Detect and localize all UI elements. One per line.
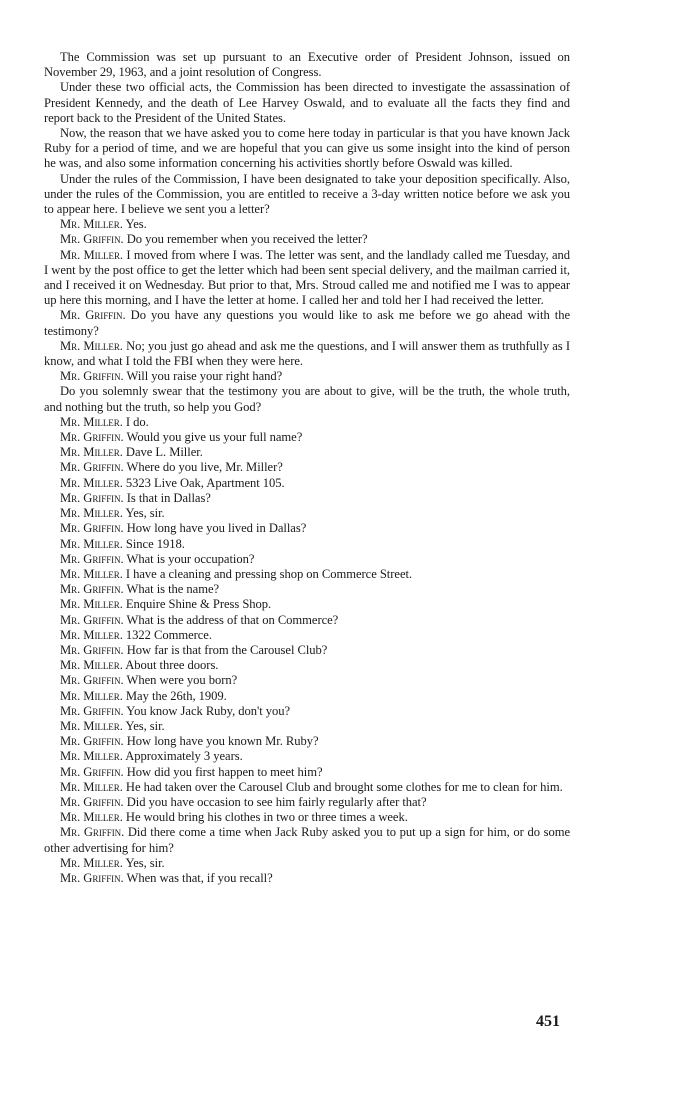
paragraph-text: I have a cleaning and pressing shop on Commerce Street. <box>125 566 413 581</box>
paragraph-text: He had taken over the Carousel Club and brought some clothes for me to clean for him. <box>125 779 563 794</box>
body-paragraph <box>44 384 570 414</box>
paragraph-text: Did you have occasion to see him fairly regularly after that? <box>126 794 427 809</box>
paragraph-text: Under the rules of the Commission, I have been designated to take your deposition specifically. Also, under the rules of the Commission, you are entitled to receive a 3-day written notice before we ask you to appear here. I believe we sent you a letter? <box>44 171 570 217</box>
testimony-line <box>44 415 570 430</box>
paragraph-text: How long have you lived in Dallas? <box>126 521 307 536</box>
speaker-name: Mr. Miller. <box>60 779 123 794</box>
speaker-name: Mr. Griffin. <box>60 430 124 445</box>
paragraph-text: May the 26th, 1909. <box>125 688 227 703</box>
body-paragraph <box>44 50 570 80</box>
testimony-line <box>44 643 570 658</box>
paragraph-text: Do you solemnly swear that the testimony you are about to give, will be the truth, the whole truth, and nothing but the truth, so help you God? <box>44 384 570 414</box>
speaker-name: Mr. Griffin. <box>60 460 124 475</box>
testimony-line <box>44 460 570 475</box>
testimony-line <box>44 537 570 552</box>
speaker-name: Mr. Griffin. <box>60 369 124 384</box>
testimony-line <box>44 719 570 734</box>
testimony-line <box>44 217 570 232</box>
speaker-name: Mr. Miller. <box>60 658 123 673</box>
speaker-name: Mr. Miller. <box>60 475 123 490</box>
testimony-line <box>44 810 570 825</box>
testimony-line <box>44 704 570 719</box>
paragraph-text: Will you raise your right hand? <box>126 369 283 384</box>
testimony-line <box>44 248 570 309</box>
paragraph-text: Is that in Dallas? <box>126 490 211 505</box>
speaker-name: Mr. Griffin. <box>60 521 124 536</box>
page-body <box>44 50 570 886</box>
speaker-name: Mr. Miller. <box>60 247 124 262</box>
paragraph-text: Yes, sir. <box>125 718 165 733</box>
speaker-name: Mr. Griffin. <box>60 825 125 840</box>
speaker-name: Mr. Griffin. <box>60 673 124 688</box>
testimony-line <box>44 734 570 749</box>
paragraph-text: Since 1918. <box>125 536 185 551</box>
speaker-name: Mr. Griffin. <box>60 308 126 323</box>
paragraph-text: 5323 Live Oak, Apartment 105. <box>125 475 285 490</box>
body-paragraph <box>44 172 570 218</box>
paragraph-text: Enquire Shine & Press Shop. <box>125 597 272 612</box>
speaker-name: Mr. Griffin. <box>60 870 124 885</box>
testimony-line <box>44 369 570 384</box>
body-paragraph <box>44 126 570 172</box>
testimony-line <box>44 871 570 886</box>
testimony-line <box>44 308 570 338</box>
paragraph-text: How far is that from the Carousel Club? <box>126 642 328 657</box>
paragraph-text: When were you born? <box>126 673 238 688</box>
testimony-line <box>44 567 570 582</box>
speaker-name: Mr. Miller. <box>60 536 123 551</box>
paragraph-text: What is the name? <box>126 582 220 597</box>
speaker-name: Mr. Griffin. <box>60 232 124 247</box>
speaker-name: Mr. Miller. <box>60 566 123 581</box>
testimony-line <box>44 658 570 673</box>
speaker-name: Mr. Griffin. <box>60 794 124 809</box>
testimony-line <box>44 445 570 460</box>
speaker-name: Mr. Miller. <box>60 718 123 733</box>
speaker-name: Mr. Miller. <box>60 597 123 612</box>
paragraph-text: Yes, sir. <box>125 855 165 870</box>
paragraph-text: About three doors. <box>125 658 219 673</box>
paragraph-text: What is the address of that on Commerce? <box>126 612 339 627</box>
paragraph-text: He would bring his clothes in two or three times a week. <box>125 810 408 825</box>
speaker-name: Mr. Miller. <box>60 217 123 232</box>
paragraph-text: Did there come a time when Jack Ruby asked you to put up a sign for him, or do some other advertising for him? <box>44 825 570 855</box>
paragraph-text: How long have you known Mr. Ruby? <box>126 734 319 749</box>
speaker-name: Mr. Miller. <box>60 445 123 460</box>
paragraph-text: Do you remember when you received the letter? <box>126 232 368 247</box>
speaker-name: Mr. Miller. <box>60 506 123 521</box>
testimony-line <box>44 825 570 855</box>
testimony-line <box>44 856 570 871</box>
paragraph-text: What is your occupation? <box>126 551 255 566</box>
paragraph-text: Under these two official acts, the Commission has been directed to investigate the assassination of President Kennedy, and the death of Lee Harvey Oswald, and to evaluate all the facts they find and report back to the President of the United States. <box>44 80 570 125</box>
speaker-name: Mr. Miller. <box>60 627 123 642</box>
testimony-line <box>44 780 570 795</box>
body-paragraph <box>44 80 570 126</box>
paragraph-text: No; you just go ahead and ask me the questions, and I will answer them as truthfully as I know, and what I told the FBI when they were here. <box>44 338 570 369</box>
testimony-line <box>44 582 570 597</box>
speaker-name: Mr. Griffin. <box>60 582 124 597</box>
paragraph-text: 1322 Commerce. <box>125 627 212 642</box>
speaker-name: Mr. Griffin. <box>60 551 124 566</box>
speaker-name: Mr. Miller. <box>60 414 123 429</box>
paragraph-text: Approximately 3 years. <box>125 749 243 764</box>
testimony-line <box>44 795 570 810</box>
testimony-line <box>44 339 570 369</box>
paragraph-text: Now, the reason that we have asked you to come here today in particular is that you have known Jack Ruby for a period of time, and we are hopeful that you can give us some insight into the kind of person he was, and also some information concerning his activities shortly before Oswald was killed. <box>44 126 570 171</box>
paragraph-text: How did you first happen to meet him? <box>126 764 323 779</box>
testimony-line <box>44 597 570 612</box>
paragraph-text: Dave L. Miller. <box>125 445 203 460</box>
paragraph-text: I moved from where I was. The letter was sent, and the landlady called me Tuesday, and I went by the post office to get the letter which had been sent special delivery, and the mailman carried it, and I received it on Wednesday. But prior to that, Mrs. Stroud called me and notified me I was to appear up here this morning, and I have the letter at home. I called her and told her I had received the letter. <box>44 247 570 308</box>
testimony-line <box>44 765 570 780</box>
speaker-name: Mr. Miller. <box>60 749 123 764</box>
testimony-line <box>44 232 570 247</box>
testimony-line <box>44 521 570 536</box>
speaker-name: Mr. Miller. <box>60 855 123 870</box>
testimony-line <box>44 749 570 764</box>
paragraph-text: Yes. <box>125 217 147 232</box>
paragraph-text: I do. <box>125 414 149 429</box>
testimony-line <box>44 552 570 567</box>
speaker-name: Mr. Miller. <box>60 338 123 353</box>
paragraph-text: When was that, if you recall? <box>126 870 273 885</box>
paragraph-text: Yes, sir. <box>125 506 165 521</box>
speaker-name: Mr. Griffin. <box>60 734 124 749</box>
paragraph-text: You know Jack Ruby, don't you? <box>126 703 291 718</box>
speaker-name: Mr. Griffin. <box>60 703 124 718</box>
speaker-name: Mr. Miller. <box>60 810 123 825</box>
testimony-line <box>44 689 570 704</box>
testimony-line <box>44 506 570 521</box>
speaker-name: Mr. Griffin. <box>60 764 124 779</box>
testimony-line <box>44 476 570 491</box>
testimony-line <box>44 430 570 445</box>
speaker-name: Mr. Miller. <box>60 688 123 703</box>
page-number: 451 <box>536 1013 560 1030</box>
paragraph-text: The Commission was set up pursuant to an Executive order of President Johnson, issued on November 29, 1963, and a joint resolution of Congress. <box>44 50 570 80</box>
testimony-line <box>44 491 570 506</box>
testimony-line <box>44 613 570 628</box>
paragraph-text: Would you give us your full name? <box>126 430 303 445</box>
speaker-name: Mr. Griffin. <box>60 612 124 627</box>
testimony-line <box>44 673 570 688</box>
testimony-line <box>44 628 570 643</box>
speaker-name: Mr. Griffin. <box>60 642 124 657</box>
paragraph-text: Do you have any questions you would like to ask me before we go ahead with the testimony? <box>44 308 570 338</box>
speaker-name: Mr. Griffin. <box>60 490 124 505</box>
paragraph-text: Where do you live, Mr. Miller? <box>126 460 283 475</box>
